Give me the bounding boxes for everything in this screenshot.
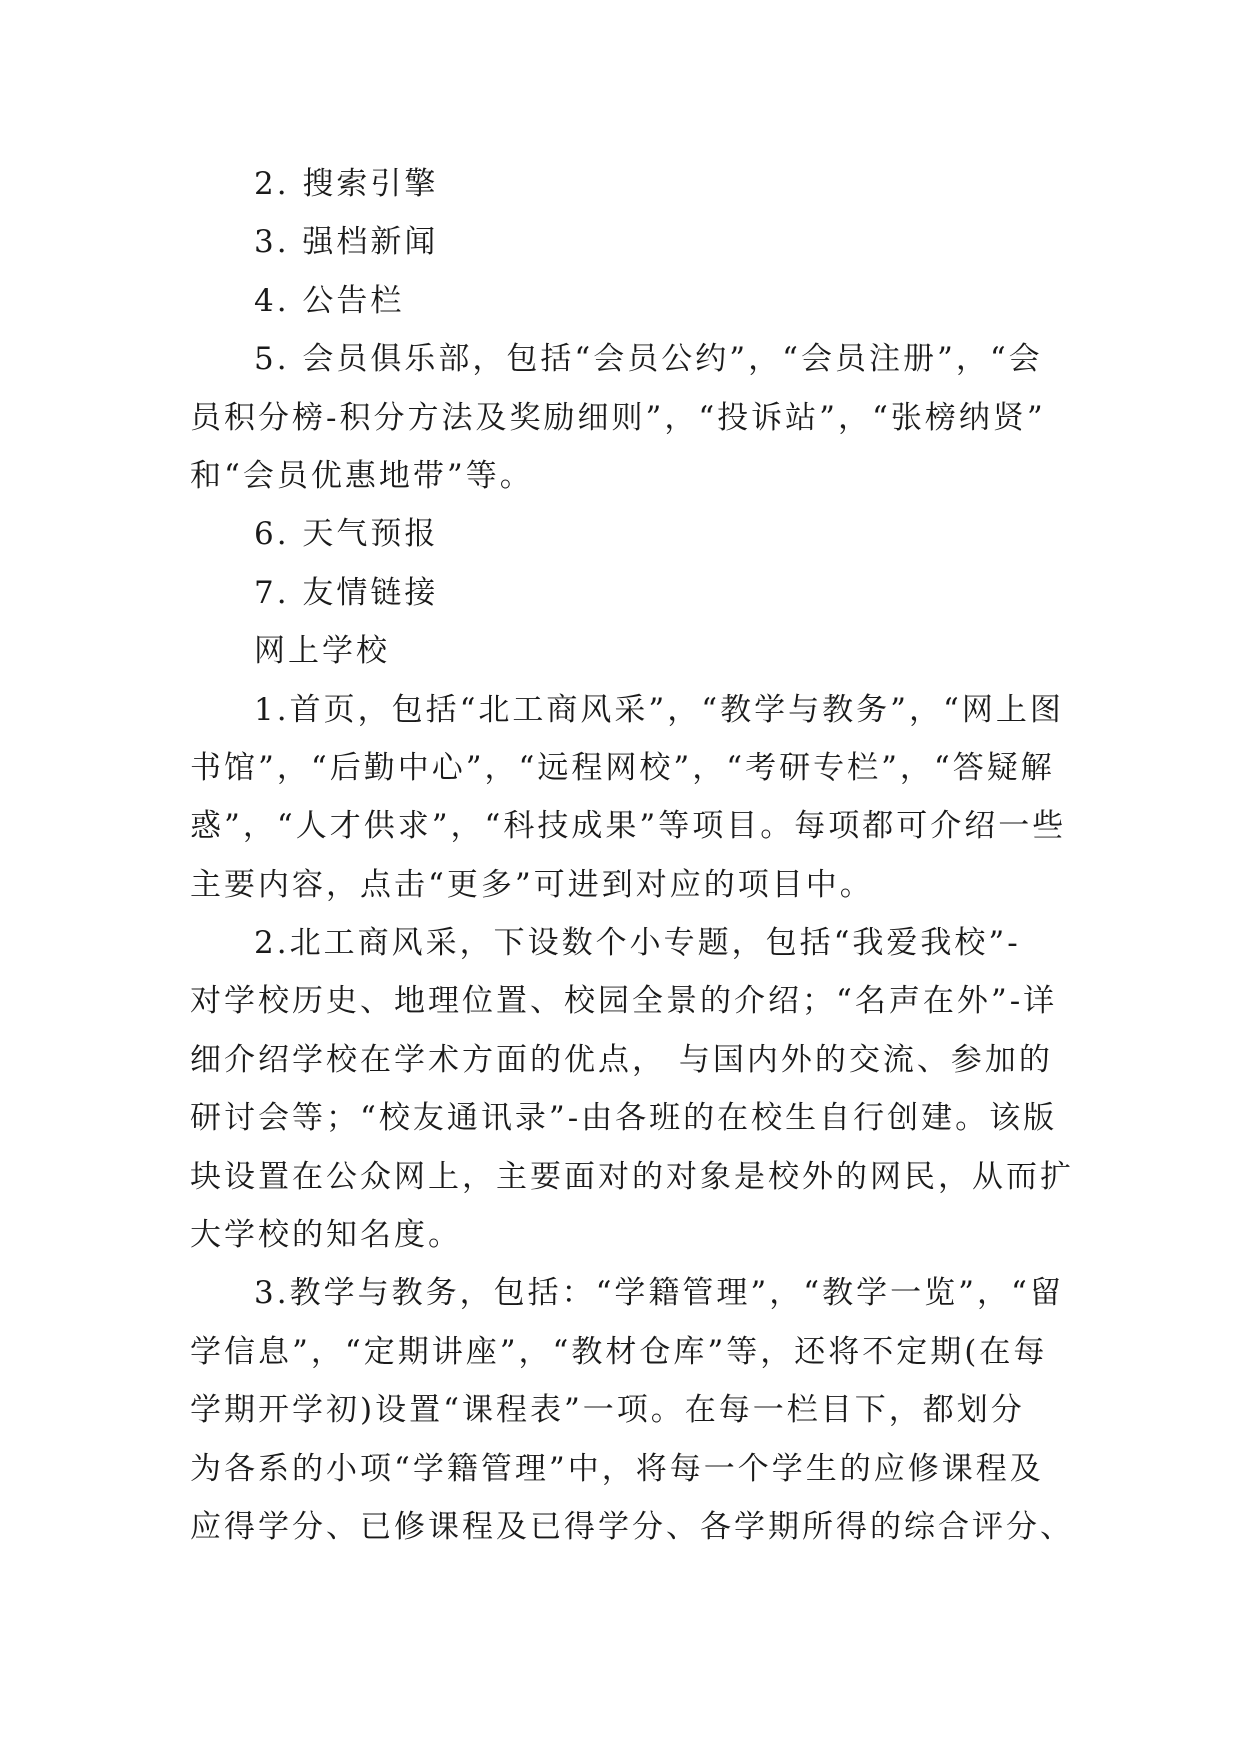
section-heading: 网上学校 (254, 633, 390, 670)
text-line: 主要内容，点击“更多”可进到对应的项目中。 (190, 866, 874, 903)
text-line: 3.教学与教务，包括：“学籍管理”，“教学一览”，“留 (254, 1275, 1064, 1312)
text-line: 应得学分、已修课程及已得学分、各学期所得的综合评分、 (190, 1508, 1074, 1545)
text-line: 研讨会等；“校友通讯录”-由各班的在校生自行创建。该版 (190, 1100, 1058, 1137)
text-line: 细介绍学校在学术方面的优点， 与国内外的交流、参加的 (190, 1041, 1053, 1078)
text-line: 4. 公告栏 (254, 282, 405, 319)
text-line: 对学校历史、地理位置、校园全景的介绍；“名声在外”-详 (190, 983, 1058, 1020)
text-line: 学期开学初)设置“课程表”一项。在每一栏目下，都划分 (190, 1392, 1025, 1429)
text-line: 块设置在公众网上，主要面对的对象是校外的网民，从而扩 (190, 1158, 1074, 1195)
text-line: 5. 会员俱乐部，包括“会员公约”，“会员注册”，“会 (254, 341, 1043, 378)
text-line: 书馆”，“后勤中心”，“远程网校”，“考研专栏”，“答疑解 (190, 749, 1055, 786)
text-line: 6. 天气预报 (254, 516, 439, 553)
text-line: 2. 搜索引擎 (254, 166, 439, 202)
text-line: 2.北工商风采，下设数个小专题，包括“我爱我校”- (254, 925, 1021, 962)
text-line: 为各系的小项“学籍管理”中，将每一个学生的应修课程及 (190, 1450, 1044, 1487)
document-body (190, 155, 1074, 1556)
text-line: 3. 强档新闻 (254, 224, 439, 261)
text-line: 7. 友情链接 (254, 574, 439, 611)
text-line: 惑”，“人才供求”，“科技成果”等项目。每项都可介绍一些 (190, 808, 1067, 845)
text-line: 和“会员优惠地带”等。 (190, 457, 534, 494)
text-line: 1.首页，包括“北工商风采”，“教学与教务”，“网上图 (254, 691, 1064, 728)
text-line: 学信息”，“定期讲座”，“教材仓库”等，还将不定期(在每 (190, 1333, 1048, 1370)
text-line: 员积分榜-积分方法及奖励细则”，“投诉站”，“张榜纳贤” (190, 399, 1046, 436)
text-line: 大学校的知名度。 (190, 1217, 462, 1254)
